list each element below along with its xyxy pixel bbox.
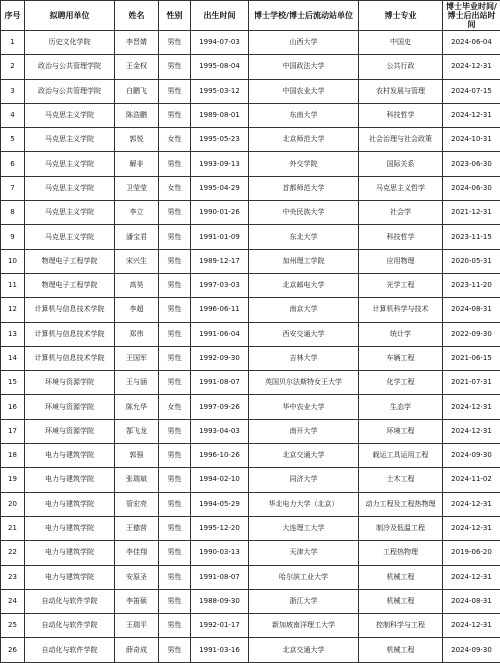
cell-gender: 男性	[159, 103, 191, 127]
cell-name: 王德营	[115, 516, 159, 540]
cell-index: 12	[1, 298, 25, 322]
cell-major: 化学工程	[359, 371, 443, 395]
cell-index: 13	[1, 322, 25, 346]
cell-school: 东北大学	[249, 225, 359, 249]
cell-index: 16	[1, 395, 25, 419]
cell-school: 哈尔滨工业大学	[249, 565, 359, 589]
cell-name: 郭悦	[115, 128, 159, 152]
header-index: 序号	[1, 1, 25, 31]
table-row	[1, 79, 500, 103]
table-row	[1, 273, 500, 297]
cell-major: 土木工程	[359, 468, 443, 492]
header-school: 博士学校/博士后流动站单位	[249, 1, 359, 31]
cell-unit: 电力与建筑学院	[25, 444, 115, 468]
cell-name: 李立	[115, 201, 159, 225]
header-birth: 出生时间	[191, 1, 249, 31]
table-row	[1, 31, 500, 55]
cell-birth: 1995-08-04	[191, 55, 249, 79]
cell-gender: 男性	[159, 322, 191, 346]
cell-school: 北京交通大学	[249, 444, 359, 468]
cell-school: 北京邮电大学	[249, 273, 359, 297]
table-body	[1, 31, 500, 663]
cell-name: 陈浩鹏	[115, 103, 159, 127]
cell-birth: 1989-12-17	[191, 249, 249, 273]
cell-major: 机械工程	[359, 565, 443, 589]
table-row	[1, 589, 500, 613]
cell-major: 计算机科学与技术	[359, 298, 443, 322]
cell-school: 中央民族大学	[249, 201, 359, 225]
cell-birth: 1995-04-29	[191, 176, 249, 200]
cell-grad-date: 2023-06-30	[443, 152, 500, 176]
cell-unit: 电力与建筑学院	[25, 565, 115, 589]
cell-grad-date: 2023-11-20	[443, 273, 500, 297]
cell-unit: 电力与建筑学院	[25, 516, 115, 540]
cell-name: 高昊	[115, 273, 159, 297]
cell-birth: 1990-01-26	[191, 201, 249, 225]
cell-index: 14	[1, 346, 25, 370]
cell-birth: 1993-04-03	[191, 419, 249, 443]
cell-unit: 环境与资源学院	[25, 419, 115, 443]
cell-gender: 男性	[159, 541, 191, 565]
cell-birth: 1997-03-03	[191, 273, 249, 297]
cell-name: 宋兴生	[115, 249, 159, 273]
cell-school: 新加坡南洋理工大学	[249, 614, 359, 638]
cell-unit: 电力与建筑学院	[25, 541, 115, 565]
table-row	[1, 322, 500, 346]
cell-unit: 马克思主义学院	[25, 201, 115, 225]
table-row	[1, 55, 500, 79]
cell-grad-date: 2019-06-20	[443, 541, 500, 565]
cell-birth: 1994-07-03	[191, 31, 249, 55]
cell-gender: 男性	[159, 152, 191, 176]
cell-unit: 计算机与信息技术学院	[25, 322, 115, 346]
cell-unit: 马克思主义学院	[25, 128, 115, 152]
cell-gender: 男性	[159, 346, 191, 370]
cell-unit: 电力与建筑学院	[25, 468, 115, 492]
cell-gender: 男性	[159, 419, 191, 443]
table-row	[1, 152, 500, 176]
cell-unit: 物理电子工程学院	[25, 273, 115, 297]
cell-major: 国际关系	[359, 152, 443, 176]
table-row	[1, 468, 500, 492]
cell-grad-date: 2024-12-31	[443, 419, 500, 443]
cell-index: 7	[1, 176, 25, 200]
cell-index: 21	[1, 516, 25, 540]
cell-gender: 男性	[159, 31, 191, 55]
cell-index: 11	[1, 273, 25, 297]
cell-gender: 男性	[159, 565, 191, 589]
cell-birth: 1991-01-09	[191, 225, 249, 249]
cell-major: 车辆工程	[359, 346, 443, 370]
cell-index: 26	[1, 638, 25, 662]
cell-gender: 男性	[159, 444, 191, 468]
table-row	[1, 395, 500, 419]
cell-school: 首都师范大学	[249, 176, 359, 200]
cell-unit: 历史文化学院	[25, 31, 115, 55]
cell-index: 2	[1, 55, 25, 79]
cell-school: 外交学院	[249, 152, 359, 176]
cell-unit: 自动化与软件学院	[25, 614, 115, 638]
cell-grad-date: 2023-11-15	[443, 225, 500, 249]
cell-major: 中国史	[359, 31, 443, 55]
cell-birth: 1994-05-29	[191, 492, 249, 516]
cell-birth: 1991-08-07	[191, 565, 249, 589]
cell-unit: 环境与资源学院	[25, 395, 115, 419]
cell-grad-date: 2024-12-31	[443, 614, 500, 638]
cell-name: 王瑞平	[115, 614, 159, 638]
cell-unit: 自动化与软件学院	[25, 589, 115, 613]
table-row	[1, 492, 500, 516]
cell-gender: 男性	[159, 468, 191, 492]
cell-unit: 马克思主义学院	[25, 152, 115, 176]
cell-gender: 男性	[159, 371, 191, 395]
table-row	[1, 638, 500, 662]
cell-school: 北京交通大学	[249, 638, 359, 662]
cell-grad-date: 2024-12-31	[443, 565, 500, 589]
cell-name: 卫莹莹	[115, 176, 159, 200]
cell-major: 科技哲学	[359, 103, 443, 127]
cell-birth: 1988-09-30	[191, 589, 249, 613]
cell-grad-date: 2024-11-02	[443, 468, 500, 492]
header-gender: 性别	[159, 1, 191, 31]
table-row	[1, 225, 500, 249]
cell-school: 华北电力大学（北京）	[249, 492, 359, 516]
cell-birth: 1992-09-30	[191, 346, 249, 370]
cell-name: 管宏亮	[115, 492, 159, 516]
cell-name: 解非	[115, 152, 159, 176]
cell-name: 李笛硕	[115, 589, 159, 613]
cell-grad-date: 2024-12-31	[443, 492, 500, 516]
cell-name: 王金权	[115, 55, 159, 79]
cell-major: 社会学	[359, 201, 443, 225]
cell-grad-date: 2024-06-04	[443, 31, 500, 55]
cell-birth: 1991-08-07	[191, 371, 249, 395]
cell-major: 动力工程及工程热物理	[359, 492, 443, 516]
cell-school: 浙江大学	[249, 589, 359, 613]
table-row	[1, 541, 500, 565]
cell-grad-date: 2021-12-31	[443, 201, 500, 225]
cell-gender: 男性	[159, 589, 191, 613]
cell-school: 山西大学	[249, 31, 359, 55]
cell-grad-date: 2024-09-30	[443, 444, 500, 468]
cell-birth: 1995-03-12	[191, 79, 249, 103]
cell-major: 机械工程	[359, 638, 443, 662]
cell-grad-date: 2024-08-31	[443, 298, 500, 322]
cell-name: 王国军	[115, 346, 159, 370]
cell-grad-date: 2022-09-30	[443, 322, 500, 346]
cell-grad-date: 2024-12-31	[443, 516, 500, 540]
cell-birth: 1994-02-10	[191, 468, 249, 492]
cell-birth: 1991-06-04	[191, 322, 249, 346]
table-row	[1, 614, 500, 638]
cell-birth: 1996-10-26	[191, 444, 249, 468]
cell-unit: 物理电子工程学院	[25, 249, 115, 273]
cell-unit: 政治与公共管理学院	[25, 55, 115, 79]
cell-major: 公共行政	[359, 55, 443, 79]
cell-gender: 男性	[159, 249, 191, 273]
cell-unit: 计算机与信息技术学院	[25, 298, 115, 322]
cell-major: 统计学	[359, 322, 443, 346]
cell-major: 控制科学与工程	[359, 614, 443, 638]
cell-grad-date: 2021-07-31	[443, 371, 500, 395]
cell-name: 郜飞龙	[115, 419, 159, 443]
cell-grad-date: 2024-12-31	[443, 55, 500, 79]
cell-grad-date: 2024-10-31	[443, 128, 500, 152]
cell-grad-date: 2024-07-15	[443, 79, 500, 103]
cell-name: 白鹏飞	[115, 79, 159, 103]
cell-name: 李佳翔	[115, 541, 159, 565]
cell-gender: 男性	[159, 55, 191, 79]
cell-school: 英国贝尔法斯特女王大学	[249, 371, 359, 395]
cell-gender: 女性	[159, 128, 191, 152]
table-row	[1, 346, 500, 370]
cell-gender: 女性	[159, 395, 191, 419]
cell-major: 工程热物理	[359, 541, 443, 565]
cell-major: 载运工具运用工程	[359, 444, 443, 468]
cell-unit: 自动化与软件学院	[25, 638, 115, 662]
cell-grad-date: 2024-06-30	[443, 176, 500, 200]
cell-gender: 男性	[159, 614, 191, 638]
table-row	[1, 128, 500, 152]
cell-index: 8	[1, 201, 25, 225]
cell-unit: 政治与公共管理学院	[25, 79, 115, 103]
table-row	[1, 176, 500, 200]
header-grad-date: 博士毕业时间/博士后出站时间	[443, 1, 500, 31]
cell-name: 薛奇成	[115, 638, 159, 662]
cell-index: 18	[1, 444, 25, 468]
cell-major: 环境工程	[359, 419, 443, 443]
cell-unit: 马克思主义学院	[25, 103, 115, 127]
cell-birth: 1997-09-26	[191, 395, 249, 419]
cell-index: 22	[1, 541, 25, 565]
cell-unit: 马克思主义学院	[25, 176, 115, 200]
cell-birth: 1996-06-11	[191, 298, 249, 322]
table-row	[1, 249, 500, 273]
cell-school: 东南大学	[249, 103, 359, 127]
table-row	[1, 103, 500, 127]
cell-gender: 女性	[159, 176, 191, 200]
cell-school: 大连理工大学	[249, 516, 359, 540]
table-row	[1, 371, 500, 395]
cell-school: 北京师范大学	[249, 128, 359, 152]
cell-unit: 马克思主义学院	[25, 225, 115, 249]
cell-name: 陈允华	[115, 395, 159, 419]
cell-gender: 男性	[159, 225, 191, 249]
cell-major: 生态学	[359, 395, 443, 419]
cell-school: 天津大学	[249, 541, 359, 565]
cell-index: 25	[1, 614, 25, 638]
cell-index: 17	[1, 419, 25, 443]
cell-name: 张瑞斌	[115, 468, 159, 492]
cell-unit: 计算机与信息技术学院	[25, 346, 115, 370]
cell-grad-date: 2024-12-31	[443, 103, 500, 127]
cell-birth: 1995-12-20	[191, 516, 249, 540]
cell-birth: 1995-05-23	[191, 128, 249, 152]
cell-index: 9	[1, 225, 25, 249]
cell-major: 应用物理	[359, 249, 443, 273]
cell-name: 李超	[115, 298, 159, 322]
cell-major: 科技哲学	[359, 225, 443, 249]
cell-birth: 1992-01-17	[191, 614, 249, 638]
cell-school: 南开大学	[249, 419, 359, 443]
cell-index: 24	[1, 589, 25, 613]
cell-index: 5	[1, 128, 25, 152]
table-row	[1, 565, 500, 589]
cell-birth: 1989-08-01	[191, 103, 249, 127]
cell-unit: 环境与资源学院	[25, 371, 115, 395]
cell-major: 机械工程	[359, 589, 443, 613]
cell-major: 马克思主义哲学	[359, 176, 443, 200]
cell-gender: 男性	[159, 638, 191, 662]
cell-index: 19	[1, 468, 25, 492]
cell-major: 光学工程	[359, 273, 443, 297]
cell-index: 4	[1, 103, 25, 127]
cell-gender: 男性	[159, 201, 191, 225]
cell-school: 同济大学	[249, 468, 359, 492]
cell-major: 社会治理与社会政策	[359, 128, 443, 152]
cell-index: 1	[1, 31, 25, 55]
table-row	[1, 444, 500, 468]
table-row	[1, 419, 500, 443]
cell-name: 郑伟	[115, 322, 159, 346]
header-row	[1, 1, 500, 31]
cell-index: 10	[1, 249, 25, 273]
cell-name: 郭强	[115, 444, 159, 468]
cell-gender: 男性	[159, 492, 191, 516]
header-name: 姓名	[115, 1, 159, 31]
cell-unit: 电力与建筑学院	[25, 492, 115, 516]
cell-name: 安原圣	[115, 565, 159, 589]
cell-school: 加州理工学院	[249, 249, 359, 273]
cell-school: 中国农业大学	[249, 79, 359, 103]
cell-gender: 男性	[159, 273, 191, 297]
header-major: 博士专业	[359, 1, 443, 31]
cell-school: 南京大学	[249, 298, 359, 322]
cell-name: 李晋婧	[115, 31, 159, 55]
cell-index: 23	[1, 565, 25, 589]
cell-grad-date: 2024-12-31	[443, 395, 500, 419]
cell-birth: 1993-09-13	[191, 152, 249, 176]
cell-birth: 1990-03-13	[191, 541, 249, 565]
cell-school: 中国政法大学	[249, 55, 359, 79]
cell-school: 吉林大学	[249, 346, 359, 370]
cell-school: 西安交通大学	[249, 322, 359, 346]
cell-index: 20	[1, 492, 25, 516]
cell-birth: 1991-03-16	[191, 638, 249, 662]
cell-gender: 男性	[159, 79, 191, 103]
cell-gender: 男性	[159, 516, 191, 540]
cell-index: 3	[1, 79, 25, 103]
cell-gender: 男性	[159, 298, 191, 322]
header-unit: 拟聘用单位	[25, 1, 115, 31]
table-row	[1, 516, 500, 540]
cell-school: 华中农业大学	[249, 395, 359, 419]
cell-index: 6	[1, 152, 25, 176]
cell-grad-date: 2024-08-31	[443, 589, 500, 613]
table-row	[1, 201, 500, 225]
cell-major: 农村发展与管理	[359, 79, 443, 103]
cell-name: 王与涵	[115, 371, 159, 395]
cell-index: 15	[1, 371, 25, 395]
cell-grad-date: 2020-05-31	[443, 249, 500, 273]
cell-name: 潘宝君	[115, 225, 159, 249]
table-row	[1, 298, 500, 322]
cell-grad-date: 2021-06-15	[443, 346, 500, 370]
cell-major: 制冷及低温工程	[359, 516, 443, 540]
cell-grad-date: 2024-09-30	[443, 638, 500, 662]
